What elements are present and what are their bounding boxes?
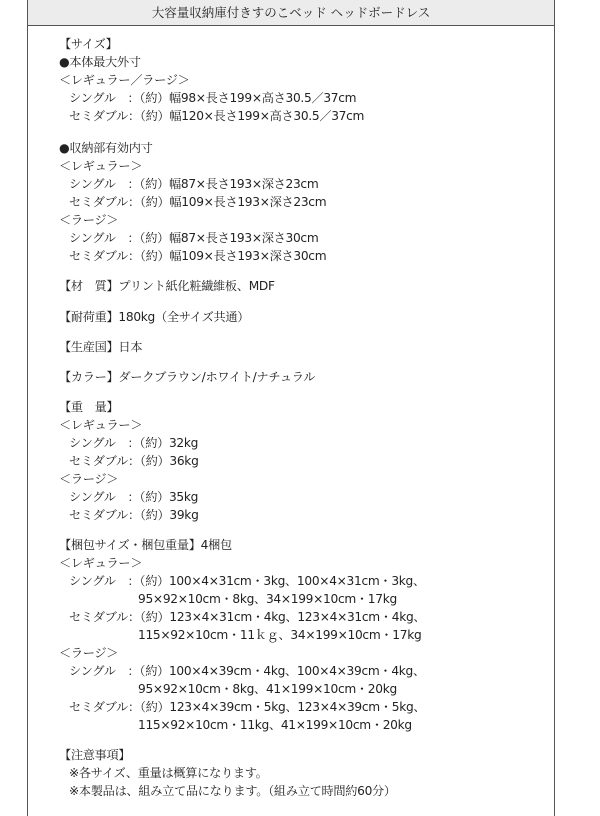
spec-line: シングル ：（約）100×4×39cm・4kg、100×4×39cm・4kg、 [69, 664, 425, 678]
spec-line: ※本製品は、組み立て品になります。（組み立て時間約60分） [69, 784, 396, 798]
spec-line: ＜レギュラー＞ [59, 159, 143, 173]
spec-line: セミダブル：（約）39kg [69, 508, 199, 522]
spec-line: 【材 質】プリント紙化粧繊維板、MDF [59, 279, 275, 293]
page-title: 大容量収納庫付きすのこベッド ヘッドボードレス [27, 0, 555, 26]
spec-line: セミダブル：（約）123×4×31cm・4kg、123×4×31cm・4kg、 [69, 610, 426, 624]
spec-line: ＜ラージ＞ [59, 472, 119, 486]
spec-line: 【梱包サイズ・梱包重量】4梱包 [59, 538, 232, 552]
spec-line: シングル ：（約）幅87×長さ193×深さ30cm [69, 231, 319, 245]
spec-line: 95×92×10cm・8kg、34×199×10cm・17kg [138, 592, 397, 606]
spec-line: シングル ：（約）100×4×31cm・3kg、100×4×31cm・3kg、 [69, 574, 425, 588]
spec-line: セミダブル：（約）幅109×長さ193×深さ23cm [69, 195, 327, 209]
spec-line: 【カラー】ダークブラウン/ホワイト/ナチュラル [59, 370, 316, 384]
spec-line: ●収納部有効内寸 [59, 141, 153, 155]
spec-line: シングル ：（約）32kg [69, 436, 199, 450]
spec-line: ●本体最大外寸 [59, 55, 141, 69]
spec-line: セミダブル：（約）幅120×長さ199×高さ30.5／37cm [69, 109, 365, 123]
spec-line: ＜ラージ＞ [59, 646, 119, 660]
spec-line: ＜ラージ＞ [59, 213, 119, 227]
spec-line: 【生産国】日本 [59, 340, 143, 354]
spec-line: ＜レギュラー＞ [59, 556, 143, 570]
spec-line: ＜レギュラー＞ [59, 418, 143, 432]
spec-line: セミダブル：（約）123×4×39cm・5kg、123×4×39cm・5kg、 [69, 700, 426, 714]
spec-line: シングル ：（約）幅87×長さ193×深さ23cm [69, 177, 319, 191]
spec-line: 【耐荷重】180kg（全サイズ共通） [59, 310, 250, 324]
spec-line: シングル ：（約）35kg [69, 490, 199, 504]
spec-line: セミダブル：（約）36kg [69, 454, 199, 468]
spec-line: セミダブル：（約）幅109×長さ193×深さ30cm [69, 249, 327, 263]
spec-line: シングル ：（約）幅98×長さ199×高さ30.5／37cm [69, 91, 357, 105]
spec-line: 【重 量】 [59, 400, 119, 414]
spec-line: 【注意事項】 [59, 748, 131, 762]
spec-line: ※各サイズ、重量は概算になります。 [69, 766, 268, 780]
spec-line: 95×92×10cm・8kg、41×199×10cm・20kg [138, 682, 397, 696]
spec-line: ＜レギュラー／ラージ＞ [59, 73, 190, 87]
spec-line: 【サイズ】 [59, 37, 118, 51]
spec-line: 115×92×10cm・11ｋｇ、34×199×10cm・17kg [138, 628, 422, 642]
spec-line: 115×92×10cm・11kg、41×199×10cm・20kg [138, 718, 412, 732]
